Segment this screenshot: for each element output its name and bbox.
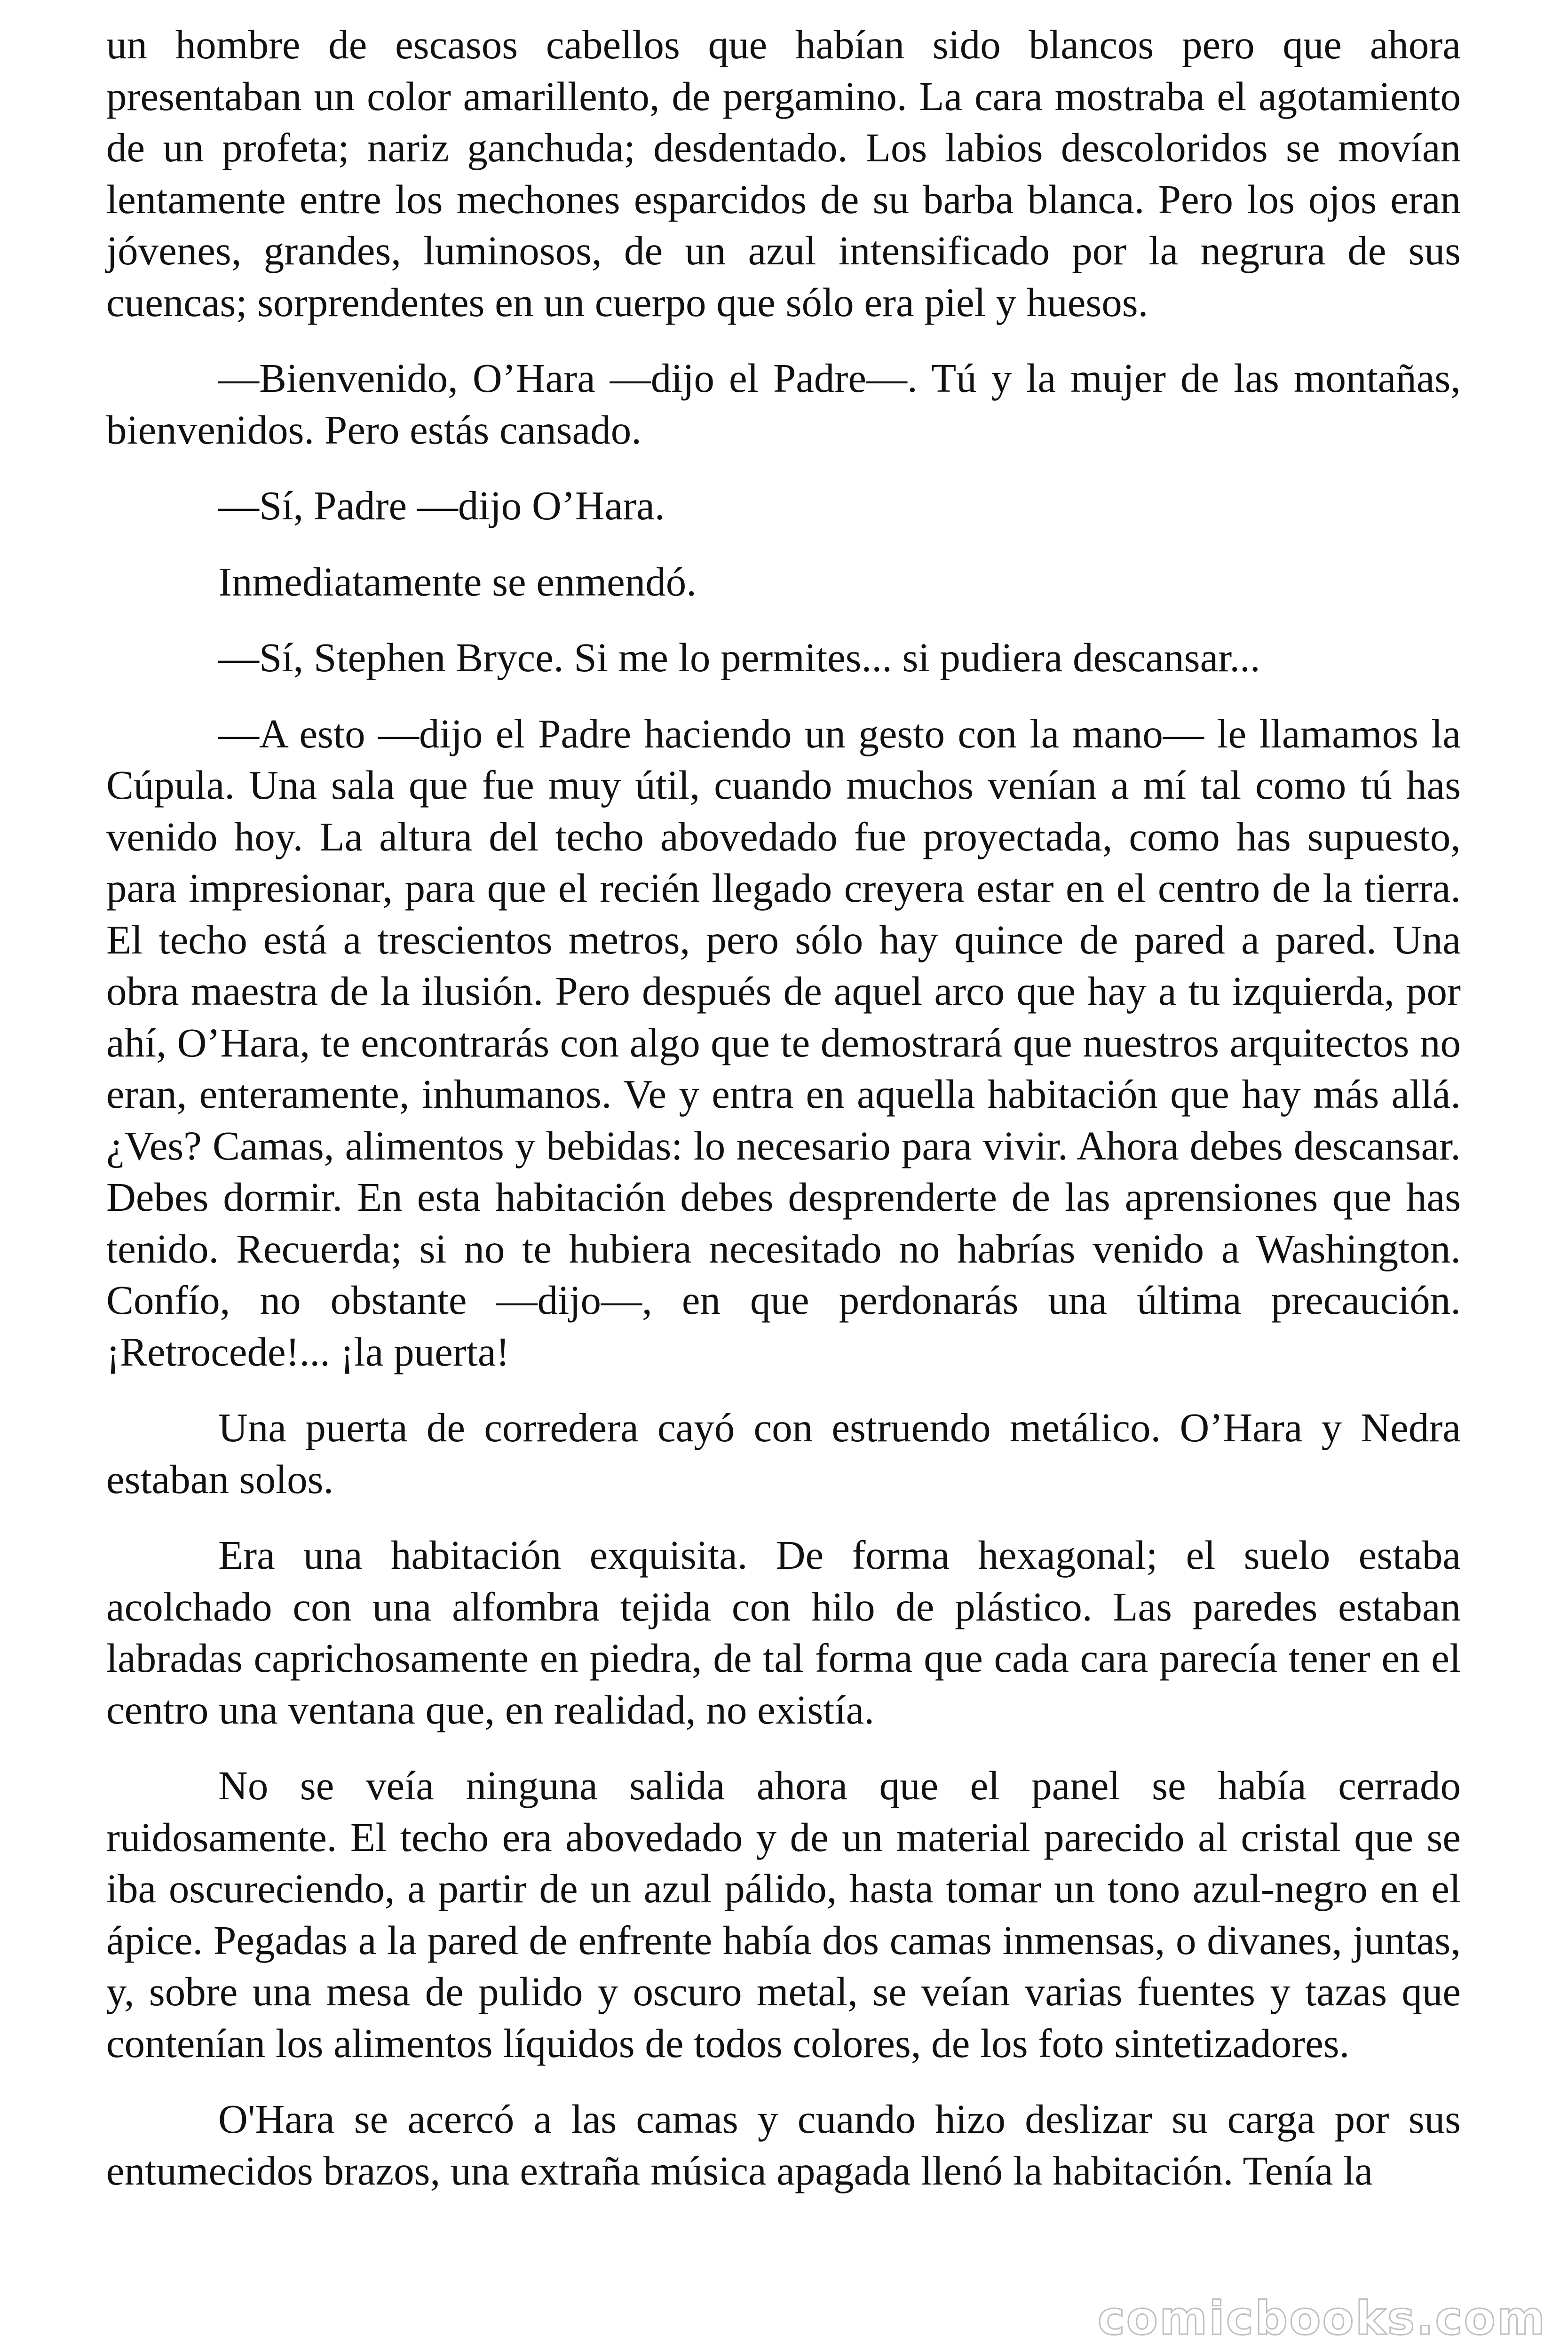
paragraph-6: —A esto —dijo el Padre haciendo un gesto con la mano— le llamamos la Cúpula. Una sala que fue muy útil, cuando muchos venían a mí tal como tú has venido hoy. La altura del techo abovedado fue proyectada, como has supuesto, para impresionar, para que el recién llegado creyera estar en el centro de la tierra. El techo está a trescientos metros, pero sólo hay quince de pared a pared. Una obra maestra de la ilusión. Pero después de aquel arco que hay a tu izquierda, por ahí, O’Hara, te encontrarás con algo que te demostrará que nuestros arquitectos no eran, enteramente, inhumanos. Ve y entra en aquella habitación que hay más allá. ¿Ves? Camas, alimentos y bebidas: lo necesario para vivir. Ahora debes descansar. Debes dormir. En esta habitación debes desprenderte de las aprensiones que has tenido. Recuerda; si no te hubiera necesitado no habrías venido a Washington. Confío, no obstante —dijo—, en que perdonarás una última precaución. ¡Retrocede!... ¡la puerta! <box>106 710 1461 1375</box>
paragraph-10: O'Hara se acercó a las camas y cuando hizo deslizar su carga por sus entumecidos brazos, una extraña música apagada llenó la habitación. Tenía la <box>106 2096 1461 2193</box>
paragraph-4: Inmediatamente se enmendó. <box>218 558 697 604</box>
paragraph-2: —Bienvenido, O’Hara —dijo el Padre—. Tú y la mujer de las montañas, bienvenidos. Pero estás cansado. <box>106 355 1461 453</box>
paragraph-7: Una puerta de corredera cayó con estruendo metálico. O’Hara y Nedra estaban solos. <box>106 1405 1461 1502</box>
paragraph-8: Era una habitación exquisita. De forma hexagonal; el suelo estaba acolchado con una alfombra tejida con hilo de plástico. Las paredes estaban labradas caprichosamente en piedra, de tal forma que cada cara parecía tener en el centro una ventana que, en realidad, no existía. <box>106 1532 1461 1732</box>
paragraph-5: —Sí, Stephen Bryce. Si me lo permites... si pudiera descansar... <box>218 635 1260 680</box>
book-page <box>106 19 1461 2343</box>
watermark-logo: comicbooks.com <box>1097 2292 1546 2345</box>
paragraph-1: un hombre de escasos cabellos que habían sido blancos pero que ahora presentaban un color amarillento, de pergamino. La cara mostraba el agotamiento de un profeta; nariz ganchuda; desdentado. Los labios descoloridos se movían lentamente entre los mechones esparcidos de su barba blanca. Pero los ojos eran jóvenes, grandes, luminosos, de un azul intensificado por la negrura de sus cuencas; sorprendentes en un cuerpo que sólo era piel y huesos. <box>106 22 1461 325</box>
paragraph-3: —Sí, Padre —dijo O’Hara. <box>218 483 665 528</box>
paragraph-9: No se veía ninguna salida ahora que el panel se había cerrado ruidosamente. El techo era abovedado y de un material parecido al cristal que se iba oscureciendo, a partir de un azul pálido, hasta tomar un tono azul-negro en el ápice. Pegadas a la pared de enfrente había dos camas inmensas, o divanes, juntas, y, sobre una mesa de pulido y oscuro metal, se veían varias fuentes y tazas que contenían los alimentos líquidos de todos colores, de los foto sintetizadores. <box>106 1763 1461 2066</box>
